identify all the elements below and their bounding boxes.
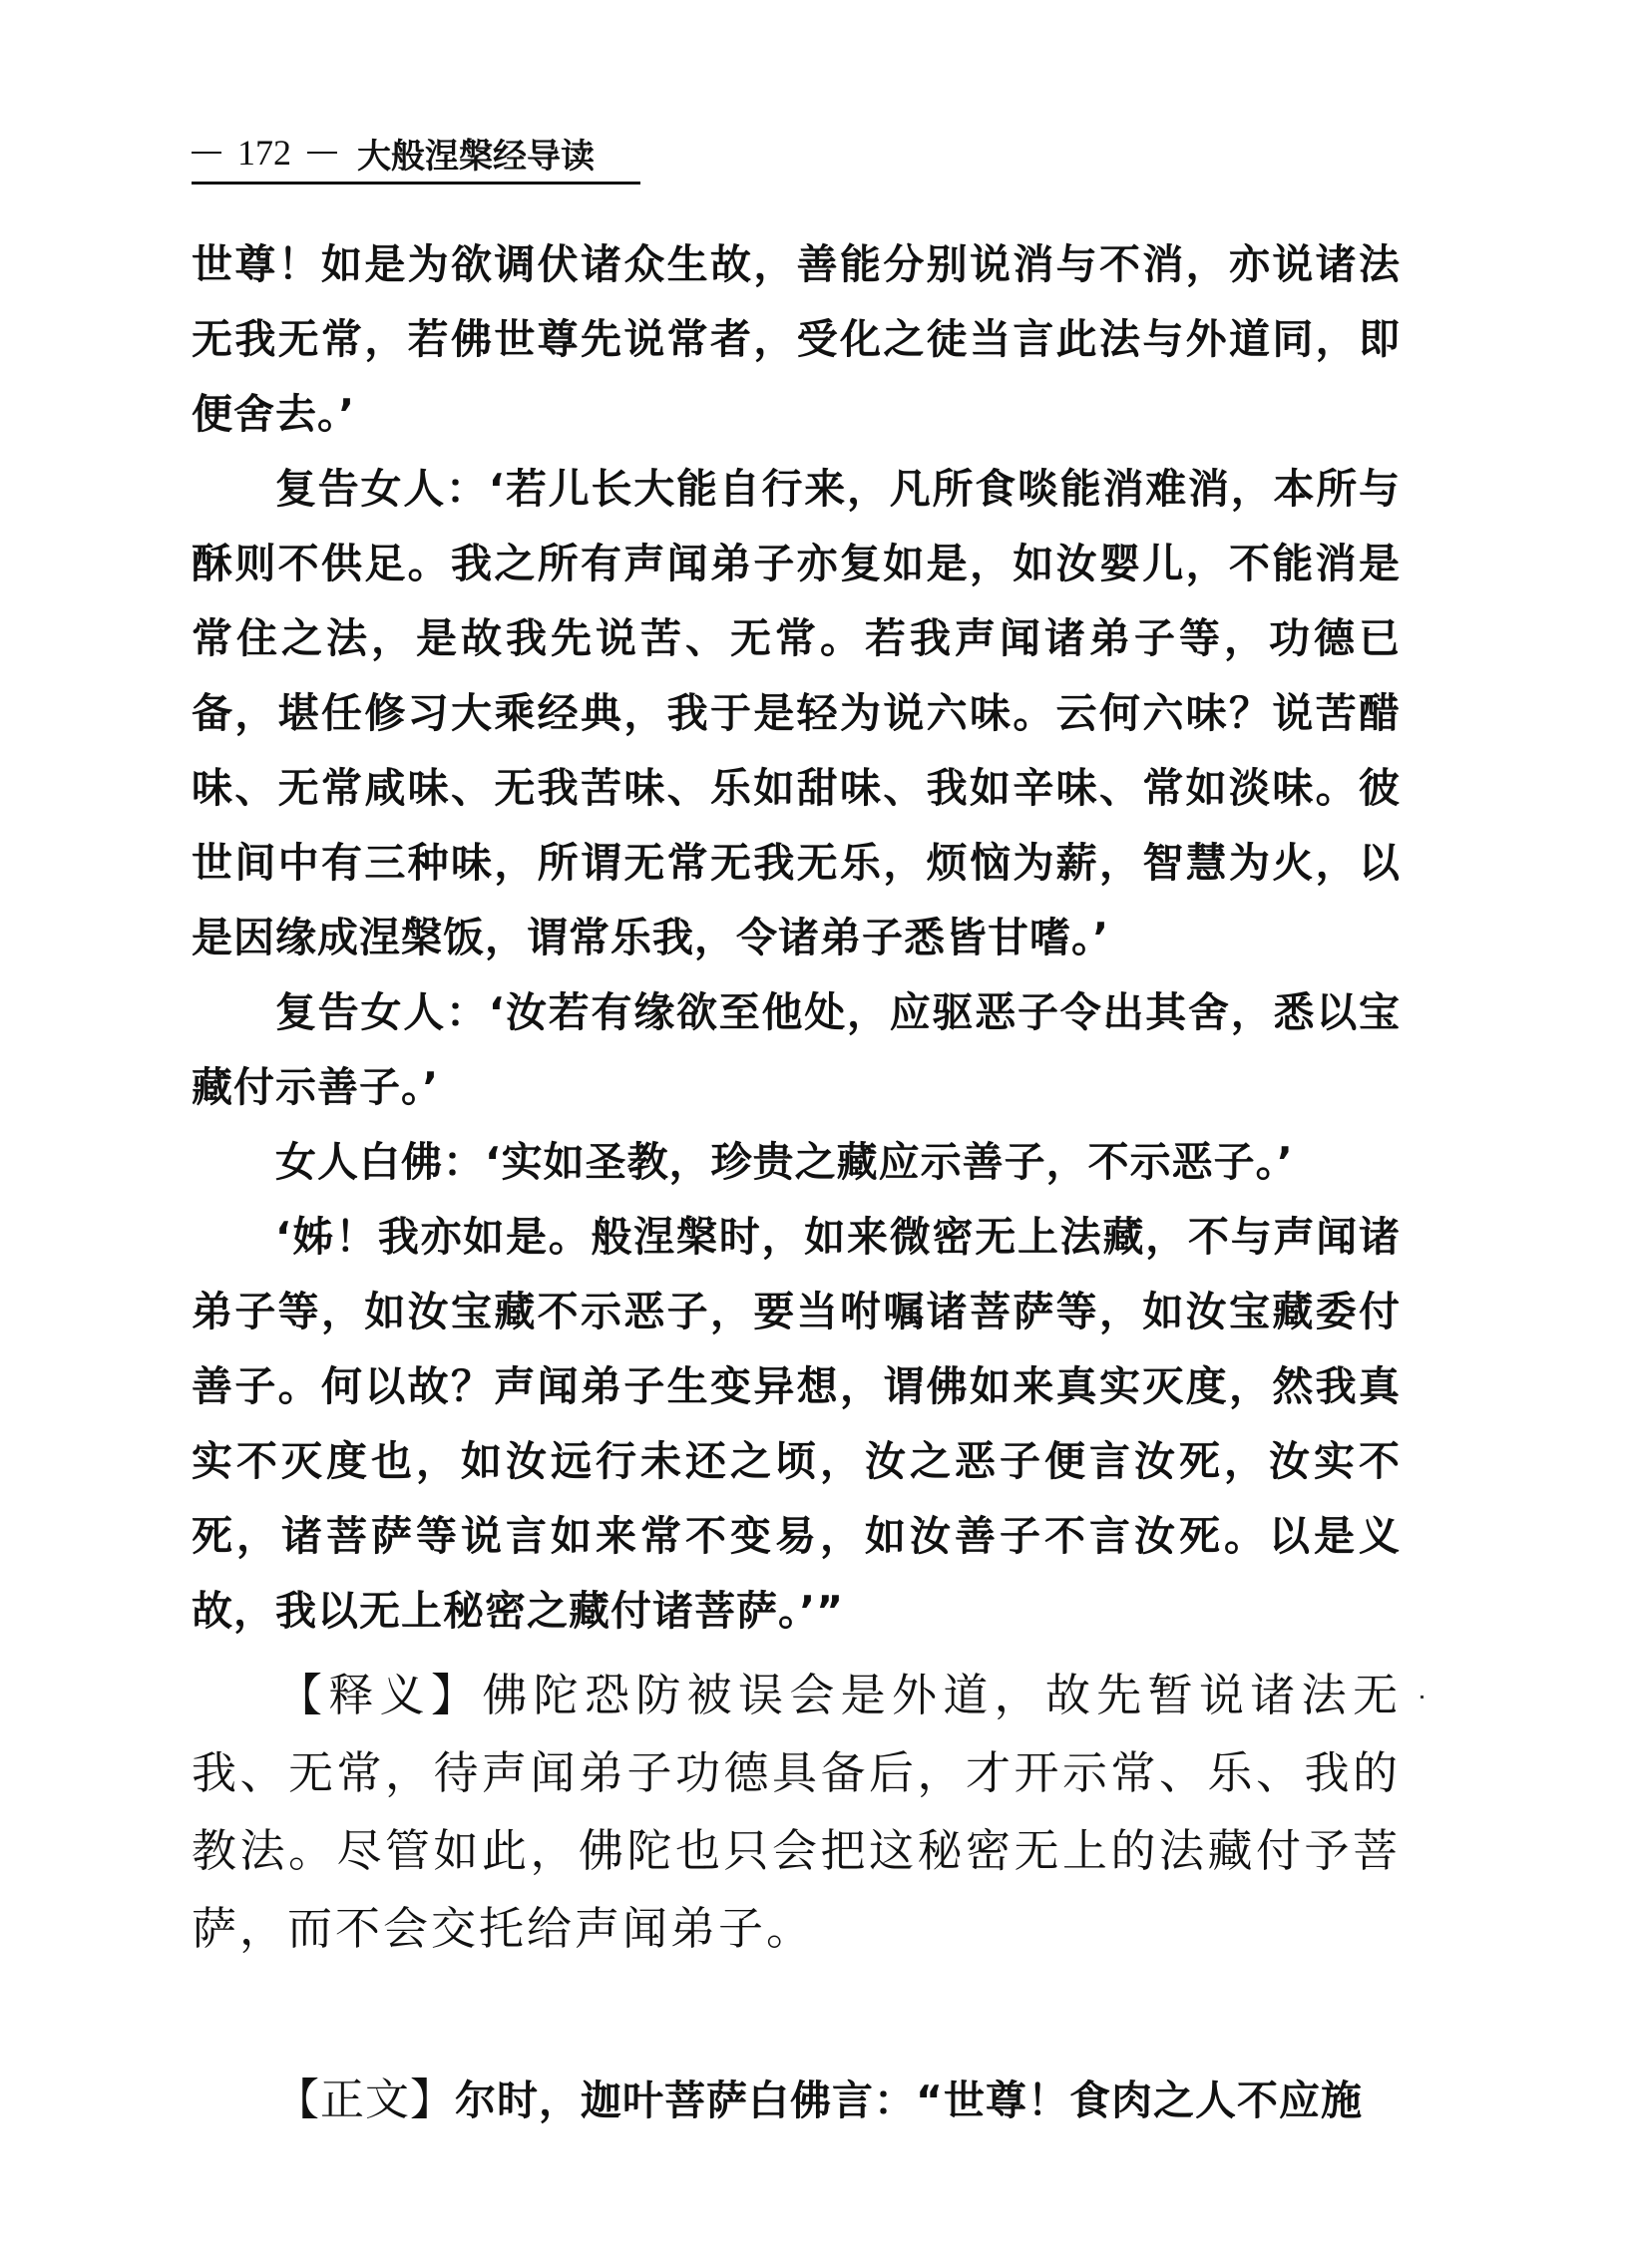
main-text-section [192, 2063, 1401, 2138]
scripture-paragraph: ‘姊！我亦如是。般涅槃时，如来微密无上法藏，不与声闻诸弟子等，如汝宝藏不示恶子，要当咐嘱诸菩萨等，如汝宝藏委付善子。何以故？声闻弟子生变异想，谓佛如来真实灭度，然我真实不灭度也，如汝远行未还之顷，汝之恶子便言汝死，汝实不死，诸菩萨等说言如来常不变易，如汝善子不言汝死。以是义故，我以无上秘密之藏付诸菩萨。’” [192, 1213, 1401, 1635]
scripture-paragraph: 女人白佛：‘实如圣教，珍贵之藏应示善子，不示恶子。’ [275, 1138, 1294, 1186]
page-number: 172 [237, 133, 291, 173]
scan-speck [1421, 1696, 1424, 1699]
commentary-label: 【释义】 [277, 1669, 483, 1721]
commentary-text: 佛陀恐防被误会是外道，故先暂说诸法无我、无常，待声闻弟子功德具备后，才开示常、乐、我的教法。尽管如此，佛陀也只会把这秘密无上的法藏付予菩萨，而不会交托给声闻弟子。 [192, 1669, 1401, 1955]
header-dash [192, 152, 221, 154]
main-text-label: 【正文】 [275, 2075, 455, 2125]
scripture-passage [192, 227, 1401, 1649]
main-text-body: 尔时，迦叶菩萨白佛言：“世尊！食肉之人不应施 [455, 2077, 1363, 2124]
running-header [192, 124, 640, 185]
main-text-paragraph [192, 2063, 1401, 2138]
page-body [192, 227, 1401, 1968]
book-title: 大般涅槃经导读 [357, 136, 595, 177]
commentary-section [192, 1657, 1401, 1968]
scripture-paragraph: 世尊！如是为欲调伏诸众生故，善能分别说消与不消，亦说诸法无我无常，若佛世尊先说常者，受化之徒当言此法与外道同，即便舍去。’ [192, 240, 1401, 438]
scripture-paragraph: 复告女人：‘若儿长大能自行来，凡所食啖能消难消，本所与酥则不供足。我之所有声闻弟子亦复如是，如汝婴儿，不能消是常住之法，是故我先说苦、无常。若我声闻诸弟子等，功德已备，堪任修习大乘经典，我于是轻为说六味。云何六味？说苦醋味、无常咸味、无我苦味、乐如甜味、我如辛味、常如淡味。彼世间中有三种味，所谓无常无我无乐，烦恼为薪，智慧为火，以是因缘成涅槃饭，谓常乐我，令诸弟子悉皆甘嗜。’ [192, 465, 1401, 961]
scripture-paragraph: 复告女人：‘汝若有缘欲至他处，应驱恶子令出其舍，悉以宝藏付示善子。’ [192, 988, 1401, 1111]
header-dash [307, 152, 337, 154]
commentary-paragraph [192, 1657, 1401, 1968]
